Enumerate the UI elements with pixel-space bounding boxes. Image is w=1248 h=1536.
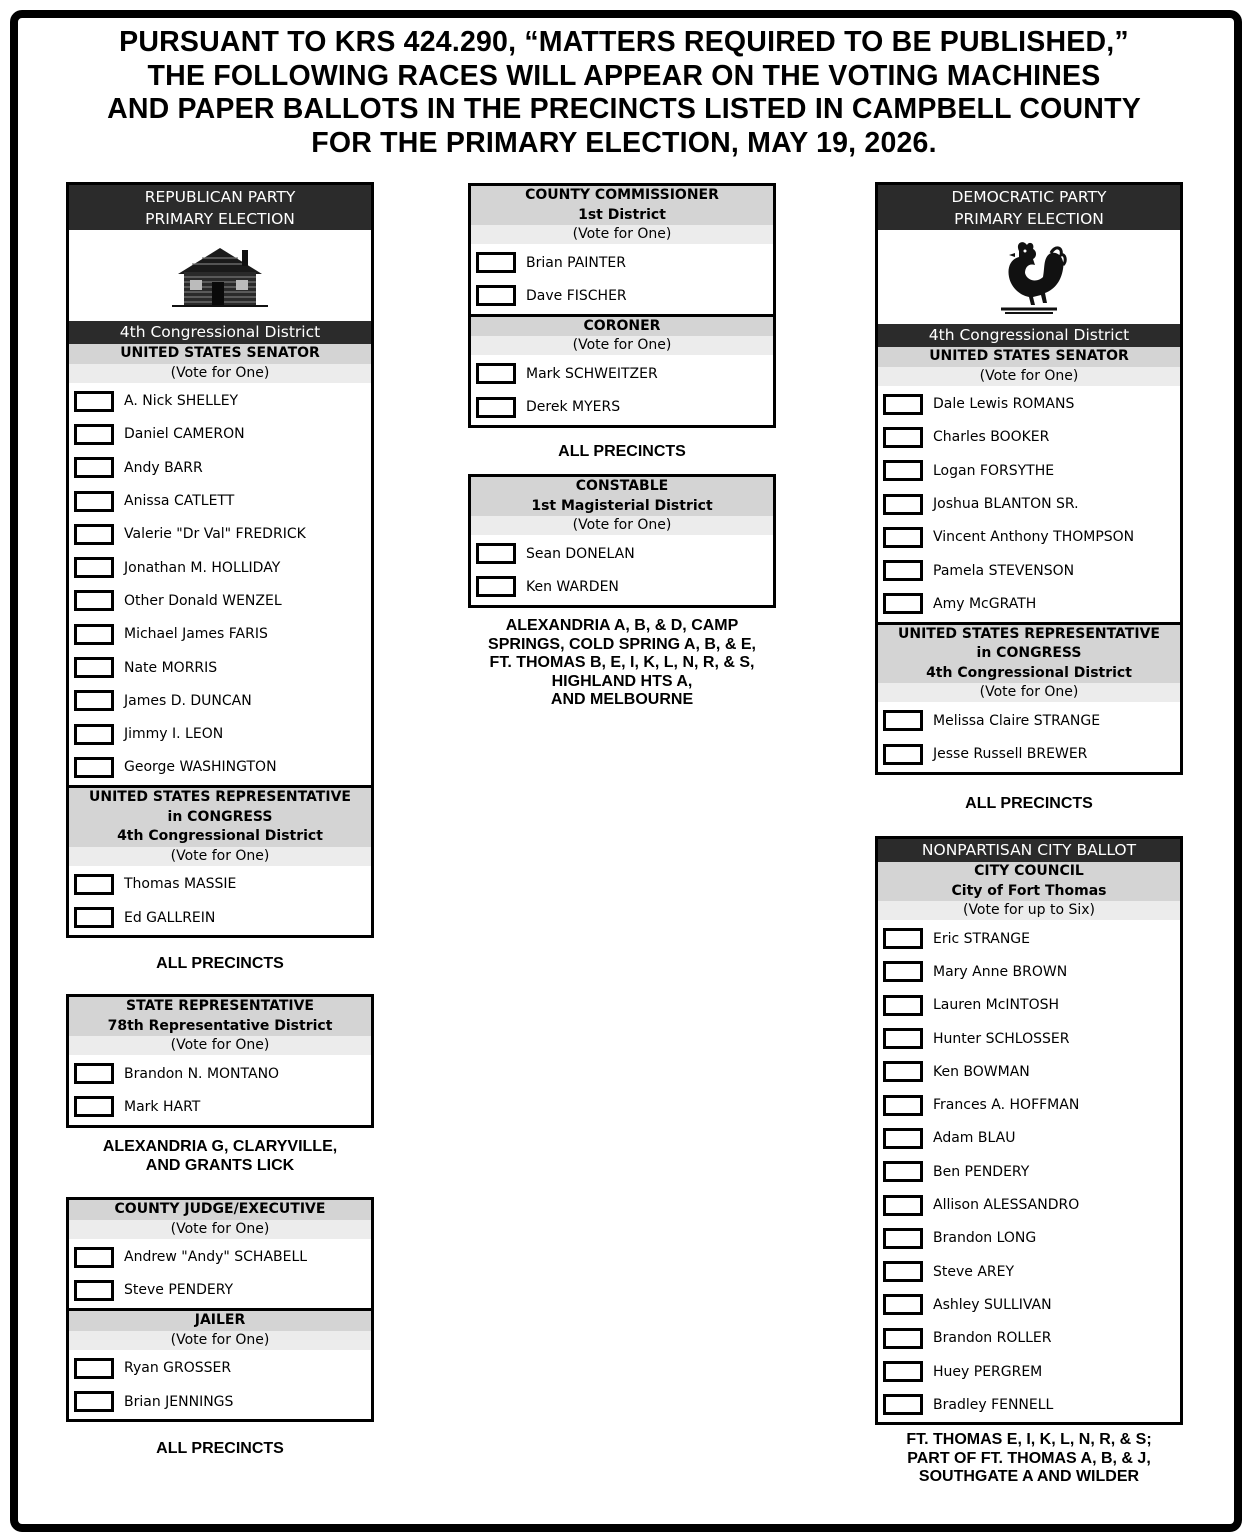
candidate-row xyxy=(69,751,371,784)
vote-checkbox[interactable] xyxy=(883,1261,923,1282)
candidate-row xyxy=(878,1022,1180,1055)
election-type: PRIMARY ELECTION xyxy=(145,210,295,228)
office-title: COUNTY JUDGE/EXECUTIVE xyxy=(69,1200,371,1220)
vote-checkbox[interactable] xyxy=(883,995,923,1016)
candidate-name: James D. DUNCAN xyxy=(124,692,252,709)
vote-instruction: (Vote for One) xyxy=(471,336,773,355)
candidate-row xyxy=(878,922,1180,955)
candidate-name: Mary Anne BROWN xyxy=(933,963,1068,980)
candidate-row xyxy=(878,1222,1180,1255)
candidate-row xyxy=(69,1057,371,1090)
heading-line: FOR THE PRIMARY ELECTION, MAY 19, 2026. xyxy=(311,126,937,159)
precinct-note: ALL PRECINCTS xyxy=(156,955,284,972)
office-line: UNITED STATES REPRESENTATIVE xyxy=(89,789,351,806)
commissioner-coroner-box xyxy=(468,183,776,428)
candidate-row xyxy=(69,717,371,750)
heading-line: AND PAPER BALLOTS IN THE PRECINCTS LISTED IN CAMPBELL COUNTY xyxy=(107,93,1141,125)
precinct-note: ALL PRECINCTS xyxy=(965,795,1093,812)
vote-instruction: (Vote for One) xyxy=(69,1220,371,1239)
vote-instruction: (Vote for up to Six) xyxy=(878,901,1180,920)
district-banner: 4th Congressional District xyxy=(69,321,371,344)
candidate-row xyxy=(878,1155,1180,1188)
candidate-row xyxy=(878,487,1180,520)
candidate-name: Adam BLAU xyxy=(933,1130,1016,1147)
candidate-name: Ken BOWMAN xyxy=(933,1063,1030,1080)
candidate-name: Ben PENDERY xyxy=(933,1163,1030,1180)
precinct-line: SPRINGS, COLD SPRING A, B, & E, xyxy=(488,635,756,653)
candidate-row xyxy=(69,684,371,717)
candidate-name: Andrew "Andy" SCHABELL xyxy=(124,1249,308,1266)
candidate-name: A. Nick SHELLEY xyxy=(124,393,239,410)
office-title xyxy=(69,788,371,847)
party-banner xyxy=(69,185,371,230)
vote-checkbox[interactable] xyxy=(883,1061,923,1082)
vote-checkbox[interactable] xyxy=(883,560,923,581)
vote-checkbox[interactable] xyxy=(74,1280,114,1301)
candidate-name: Huey PERGREM xyxy=(933,1363,1043,1380)
candidate-row xyxy=(878,1055,1180,1088)
candidate-row xyxy=(878,1122,1180,1155)
vote-checkbox[interactable] xyxy=(883,527,923,548)
precinct-note: ALL PRECINCTS xyxy=(558,443,686,460)
precinct-line: AND MELBOURNE xyxy=(550,691,694,708)
constable-box xyxy=(468,474,776,608)
office-title xyxy=(69,997,371,1036)
vote-checkbox[interactable] xyxy=(74,907,114,928)
candidate-row xyxy=(69,618,371,651)
vote-instruction: (Vote for One) xyxy=(471,225,773,244)
precinct-line: SOUTHGATE A AND WILDER xyxy=(918,1468,1140,1485)
candidate-name: Valerie "Dr Val" FREDRICK xyxy=(124,526,306,543)
office-line: STATE REPRESENTATIVE xyxy=(126,998,314,1014)
vote-checkbox[interactable] xyxy=(74,624,114,645)
candidate-name: Allison ALESSANDRO xyxy=(933,1197,1080,1214)
office-title: CORONER xyxy=(471,317,773,337)
city-council-box xyxy=(875,836,1183,1425)
republican-ballot-box xyxy=(66,182,374,938)
candidate-name: Logan FORSYTHE xyxy=(933,462,1055,479)
candidate-name: Steve PENDERY xyxy=(124,1282,234,1299)
candidate-row xyxy=(878,737,1180,770)
candidate-name: Other Donald WENZEL xyxy=(124,592,282,609)
candidate-row xyxy=(69,385,371,418)
precinct-line: ALEXANDRIA G, CLARYVILLE, xyxy=(102,1138,338,1155)
candidate-name: Joshua BLANTON SR. xyxy=(933,496,1079,513)
precinct-line: ALEXANDRIA A, B, & D, CAMP xyxy=(505,617,739,634)
candidate-name: Brian JENNINGS xyxy=(124,1393,234,1410)
candidate-row xyxy=(878,521,1180,554)
candidate-row xyxy=(878,1088,1180,1121)
party-name: DEMOCRATIC PARTY xyxy=(951,188,1107,206)
vote-checkbox[interactable] xyxy=(74,557,114,578)
vote-checkbox[interactable] xyxy=(74,457,114,478)
candidate-row xyxy=(471,357,773,390)
party-name: REPUBLICAN PARTY xyxy=(144,188,296,206)
vote-checkbox[interactable] xyxy=(883,961,923,982)
vote-checkbox[interactable] xyxy=(74,1358,114,1379)
office-title xyxy=(471,186,773,225)
candidate-row xyxy=(878,704,1180,737)
candidate-name: Steve AREY xyxy=(933,1263,1015,1280)
candidate-row xyxy=(878,1388,1180,1421)
office-line: 78th Representative District xyxy=(107,1017,333,1034)
candidate-row xyxy=(69,418,371,451)
precinct-note xyxy=(66,1138,374,1175)
democratic-ballot-box xyxy=(875,182,1183,775)
candidate-name: Anissa CATLETT xyxy=(124,493,235,510)
candidate-row xyxy=(69,651,371,684)
office-line: UNITED STATES REPRESENTATIVE xyxy=(898,625,1160,642)
precinct-line: AND GRANTS LICK xyxy=(145,1156,295,1174)
candidate-name: Pamela STEVENSON xyxy=(933,562,1075,579)
candidate-row xyxy=(878,421,1180,454)
vote-checkbox[interactable] xyxy=(74,1063,114,1084)
vote-instruction: (Vote for One) xyxy=(69,847,371,866)
candidate-row xyxy=(878,1355,1180,1388)
vote-checkbox[interactable] xyxy=(74,657,114,678)
vote-checkbox[interactable] xyxy=(476,397,516,418)
vote-instruction: (Vote for One) xyxy=(69,1036,371,1055)
candidate-name: Sean DONELAN xyxy=(526,545,635,562)
candidate-name: Andy BARR xyxy=(124,459,203,476)
candidate-row xyxy=(69,1241,371,1274)
log-cabin-icon xyxy=(69,230,371,321)
office-line: 4th Congressional District xyxy=(117,828,323,845)
candidate-name: Dave FISCHER xyxy=(526,287,627,304)
vote-checkbox[interactable] xyxy=(74,874,114,895)
vote-checkbox[interactable] xyxy=(74,1391,114,1412)
candidate-name: Ed GALLREIN xyxy=(124,909,216,926)
heading-line: PURSUANT TO KRS 424.290, “MATTERS REQUIRED TO BE PUBLISHED,” xyxy=(119,26,1129,58)
vote-checkbox[interactable] xyxy=(74,690,114,711)
candidate-row xyxy=(69,451,371,484)
candidate-row xyxy=(878,955,1180,988)
vote-instruction: (Vote for One) xyxy=(878,683,1180,702)
vote-checkbox[interactable] xyxy=(883,928,923,949)
vote-checkbox[interactable] xyxy=(74,424,114,445)
vote-checkbox[interactable] xyxy=(74,724,114,745)
vote-checkbox[interactable] xyxy=(476,363,516,384)
precinct-line: FT. THOMAS B, E, I, K, L, N, R, & S, xyxy=(489,654,755,671)
vote-checkbox[interactable] xyxy=(74,491,114,512)
candidate-row xyxy=(471,570,773,603)
candidate-name: Ashley SULLIVAN xyxy=(933,1296,1052,1313)
candidate-row xyxy=(69,518,371,551)
office-title: UNITED STATES SENATOR xyxy=(878,347,1180,367)
candidate-row xyxy=(878,1288,1180,1321)
vote-checkbox[interactable] xyxy=(74,524,114,545)
district-banner: 4th Congressional District xyxy=(878,324,1180,347)
vote-instruction: (Vote for One) xyxy=(69,364,371,383)
vote-checkbox[interactable] xyxy=(476,285,516,306)
candidate-name: Bradley FENNELL xyxy=(933,1396,1054,1413)
ballot-banner: NONPARTISAN CITY BALLOT xyxy=(878,839,1180,862)
office-line: 4th Congressional District xyxy=(926,664,1132,681)
precinct-line: HIGHLAND HTS A, xyxy=(551,672,693,690)
candidate-name: Jimmy I. LEON xyxy=(124,726,224,743)
candidate-row xyxy=(69,901,371,934)
state-representative-box xyxy=(66,994,374,1128)
party-banner xyxy=(878,185,1180,230)
office-title xyxy=(878,862,1180,901)
candidate-name: Brandon ROLLER xyxy=(933,1330,1052,1347)
vote-checkbox[interactable] xyxy=(883,1028,923,1049)
candidate-row xyxy=(69,868,371,901)
vote-checkbox[interactable] xyxy=(883,1228,923,1249)
vote-checkbox[interactable] xyxy=(883,394,923,415)
vote-checkbox[interactable] xyxy=(476,576,516,597)
precinct-note xyxy=(865,1431,1193,1487)
vote-checkbox[interactable] xyxy=(883,460,923,481)
candidate-name: Amy McGRATH xyxy=(933,595,1037,612)
precinct-line: PART OF FT. THOMAS A, B, & J, xyxy=(907,1449,1151,1467)
candidate-row xyxy=(69,484,371,517)
vote-checkbox[interactable] xyxy=(883,1128,923,1149)
candidate-name: Ryan GROSSER xyxy=(124,1360,232,1377)
candidate-row xyxy=(69,1090,371,1123)
office-title: UNITED STATES SENATOR xyxy=(69,344,371,364)
office-line: CITY COUNCIL xyxy=(974,863,1084,879)
candidate-name: Vincent Anthony THOMPSON xyxy=(933,529,1135,546)
candidate-name: Jesse Russell BREWER xyxy=(933,746,1088,763)
vote-checkbox[interactable] xyxy=(883,1394,923,1415)
vote-checkbox[interactable] xyxy=(476,543,516,564)
candidate-name: Lauren McINTOSH xyxy=(933,997,1059,1014)
candidate-name: Nate MORRIS xyxy=(124,659,218,676)
office-line: in CONGRESS xyxy=(167,808,273,825)
rooster-icon xyxy=(878,230,1180,324)
vote-checkbox[interactable] xyxy=(74,391,114,412)
vote-checkbox[interactable] xyxy=(883,744,923,765)
candidate-row xyxy=(878,1322,1180,1355)
candidate-row xyxy=(69,1352,371,1385)
candidate-name: Dale Lewis ROMANS xyxy=(933,396,1075,413)
vote-checkbox[interactable] xyxy=(883,427,923,448)
candidate-row xyxy=(878,454,1180,487)
heading-line: THE FOLLOWING RACES WILL APPEAR ON THE VOTING MACHINES xyxy=(147,59,1101,92)
vote-checkbox[interactable] xyxy=(883,593,923,614)
candidate-name: Thomas MASSIE xyxy=(124,876,237,893)
vote-checkbox[interactable] xyxy=(883,494,923,515)
candidate-name: Melissa Claire STRANGE xyxy=(933,712,1101,729)
office-title: JAILER xyxy=(69,1311,371,1331)
vote-checkbox[interactable] xyxy=(74,757,114,778)
vote-instruction: (Vote for One) xyxy=(878,367,1180,386)
candidate-row xyxy=(471,390,773,423)
candidate-row xyxy=(69,584,371,617)
candidate-name: Mark HART xyxy=(124,1098,201,1115)
candidate-name: Brandon LONG xyxy=(933,1230,1037,1247)
candidate-row xyxy=(878,1188,1180,1221)
candidate-name: Derek MYERS xyxy=(526,399,621,416)
candidate-row xyxy=(878,1255,1180,1288)
candidate-row xyxy=(878,587,1180,620)
candidate-name: Michael James FARIS xyxy=(124,626,268,643)
vote-instruction: (Vote for One) xyxy=(69,1331,371,1350)
office-line: 1st District xyxy=(578,206,666,223)
candidate-name: Mark SCHWEITZER xyxy=(526,365,658,382)
candidate-row xyxy=(471,537,773,570)
vote-checkbox[interactable] xyxy=(883,1195,923,1216)
candidate-name: Brian PAINTER xyxy=(526,254,627,271)
office-line: CONSTABLE xyxy=(575,478,669,494)
office-line: 1st Magisterial District xyxy=(531,497,713,514)
precinct-note: ALL PRECINCTS xyxy=(156,1440,284,1457)
candidate-name: Daniel CAMERON xyxy=(124,426,245,443)
candidate-row xyxy=(471,279,773,312)
election-type: PRIMARY ELECTION xyxy=(954,210,1104,228)
candidate-row xyxy=(878,388,1180,421)
candidate-row xyxy=(69,551,371,584)
vote-checkbox[interactable] xyxy=(883,1095,923,1116)
vote-checkbox[interactable] xyxy=(74,1096,114,1117)
vote-checkbox[interactable] xyxy=(883,1294,923,1315)
office-line: in CONGRESS xyxy=(976,645,1082,662)
candidate-row xyxy=(878,989,1180,1022)
office-line: City of Fort Thomas xyxy=(951,882,1107,899)
vote-checkbox[interactable] xyxy=(883,1161,923,1182)
vote-checkbox[interactable] xyxy=(74,1247,114,1268)
vote-checkbox[interactable] xyxy=(883,1328,923,1349)
vote-checkbox[interactable] xyxy=(883,1361,923,1382)
precinct-note xyxy=(458,617,786,710)
candidate-name: Brandon N. MONTANO xyxy=(124,1065,280,1082)
candidate-name: Charles BOOKER xyxy=(933,429,1050,446)
notice-heading xyxy=(30,26,1218,160)
office-title xyxy=(878,625,1180,684)
candidate-row xyxy=(878,554,1180,587)
vote-checkbox[interactable] xyxy=(476,252,516,273)
candidate-name: Frances A. HOFFMAN xyxy=(933,1097,1080,1114)
candidate-name: Jonathan M. HOLLIDAY xyxy=(124,559,281,576)
office-title xyxy=(471,477,773,516)
vote-instruction: (Vote for One) xyxy=(471,516,773,535)
candidate-name: George WASHINGTON xyxy=(124,759,277,776)
judge-jailer-box xyxy=(66,1197,374,1422)
candidate-name: Ken WARDEN xyxy=(526,578,619,595)
vote-checkbox[interactable] xyxy=(74,590,114,611)
candidate-name: Eric STRANGE xyxy=(933,930,1030,947)
candidate-row xyxy=(471,246,773,279)
candidate-name: Hunter SCHLOSSER xyxy=(933,1030,1070,1047)
candidate-row xyxy=(69,1274,371,1307)
candidate-row xyxy=(69,1385,371,1418)
office-line: COUNTY COMMISSIONER xyxy=(525,187,719,203)
precinct-line: FT. THOMAS E, I, K, L, N, R, & S; xyxy=(906,1431,1152,1448)
vote-checkbox[interactable] xyxy=(883,710,923,731)
